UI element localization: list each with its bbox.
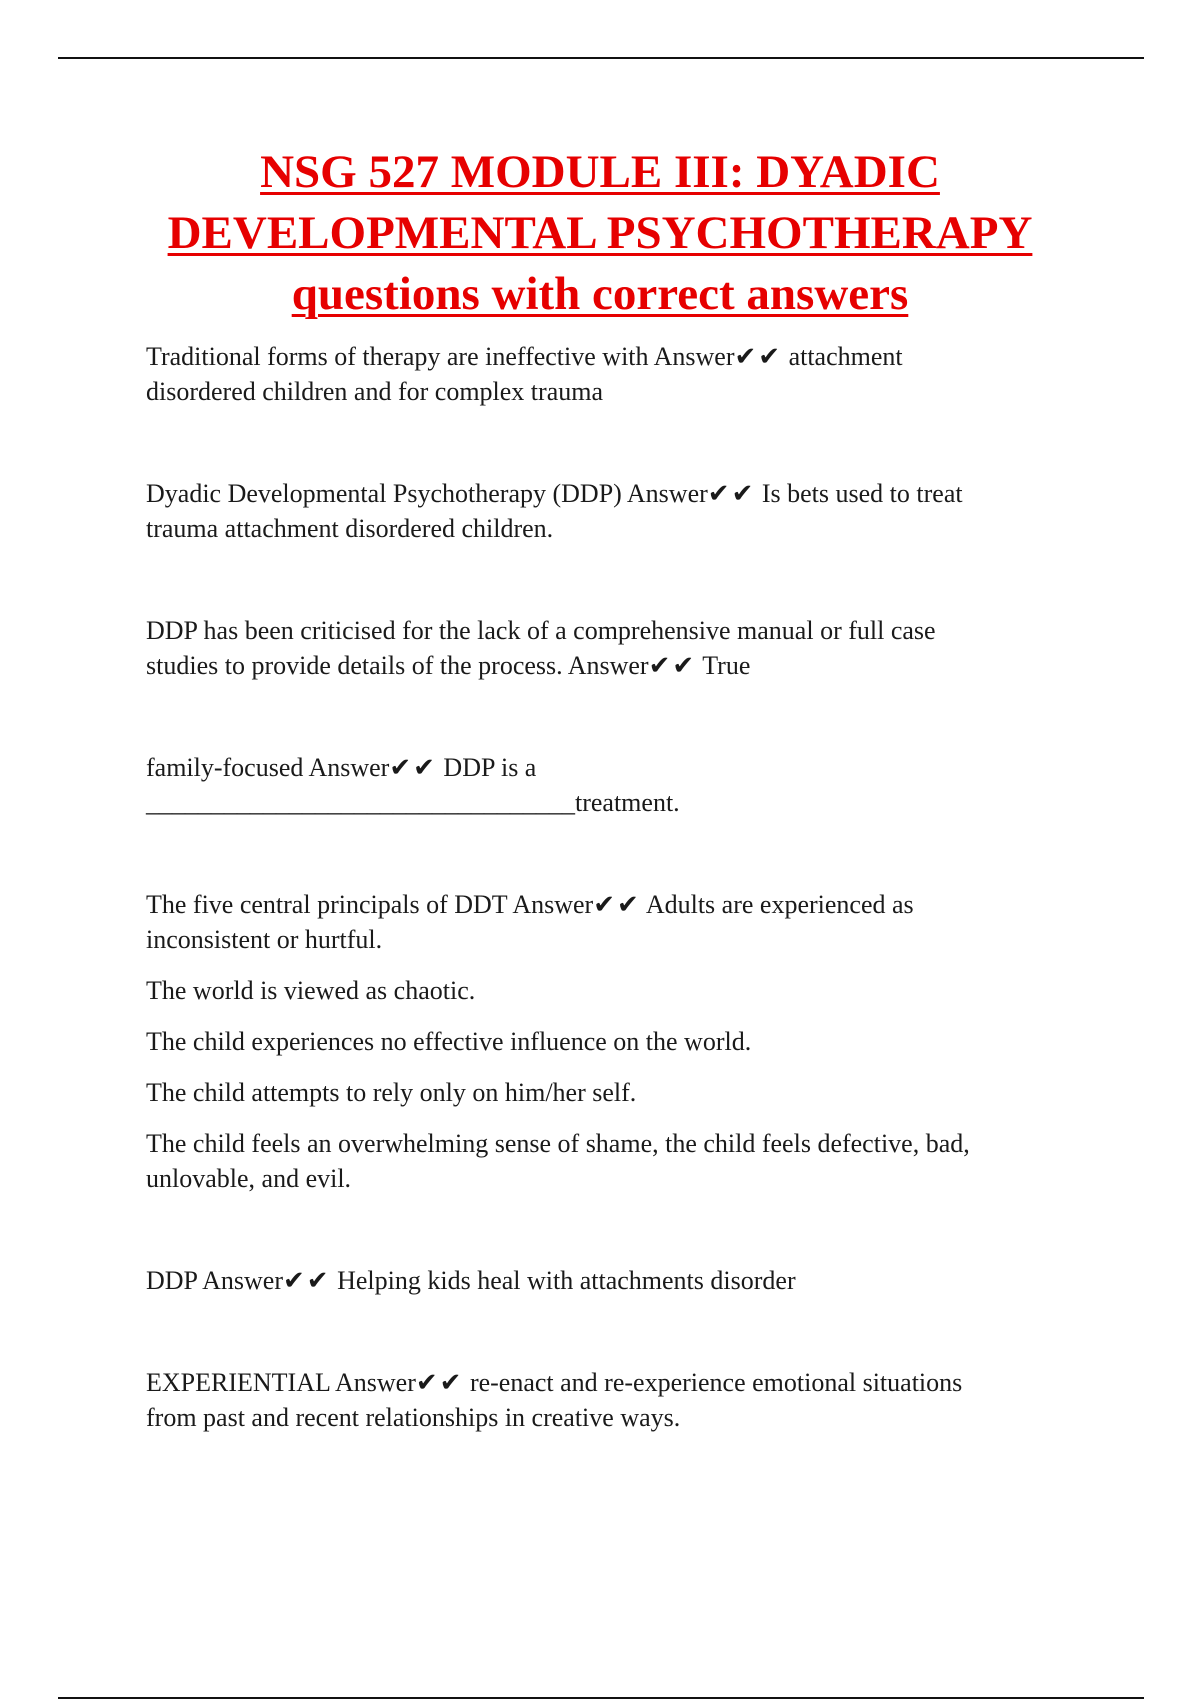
- principle-line: [146, 1126, 1066, 1196]
- principle-text: The child feels an overwhelming sense of shame, the child feels defective, bad,: [146, 1129, 970, 1158]
- checkmark-icon: ✔✔: [707, 479, 756, 508]
- question-text: Traditional forms of therapy are ineffective with: [146, 342, 649, 371]
- checkmark-icon: ✔✔: [389, 753, 437, 782]
- answer-label: Answer: [626, 479, 708, 508]
- answer-text: re-enact and re-experience emotional situations: [463, 1368, 963, 1397]
- answer-label: Answer: [653, 342, 735, 371]
- answer-text-continued: from past and recent relationships in creative ways.: [146, 1403, 681, 1432]
- qa-item-5: [146, 887, 1066, 957]
- answer-text-continued: inconsistent or hurtful.: [146, 925, 383, 954]
- answer-label: Answer: [308, 753, 390, 782]
- fill-in-blank: _________________________________: [146, 788, 575, 817]
- answer-text: DDP is a: [436, 753, 537, 782]
- principle-text-continued: unlovable, and evil.: [146, 1164, 352, 1193]
- answer-text: True: [696, 651, 751, 680]
- principle-line: The world is viewed as chaotic.: [146, 976, 476, 1005]
- question-text: DDP: [146, 1266, 198, 1295]
- answer-label: Answer: [512, 890, 594, 919]
- answer-text: Adults are experienced as: [640, 890, 914, 919]
- checkmark-icon: ✔✔: [593, 890, 641, 919]
- document-title: [100, 142, 1100, 325]
- question-text: The five central principals of DDT: [146, 890, 508, 919]
- qa-item-2: [146, 476, 1066, 546]
- title-line-1: NSG 527 MODULE III: DYADIC: [260, 146, 940, 198]
- answer-text-continued: trauma attachment disordered children.: [146, 514, 554, 543]
- answer-label: Answer: [567, 651, 649, 680]
- principle-line: The child attempts to rely only on him/her self.: [146, 1078, 637, 1107]
- answer-text-continued: disordered children and for complex trauma: [146, 377, 603, 406]
- question-text: Dyadic Developmental Psychotherapy (DDP): [146, 479, 622, 508]
- answer-label: Answer: [334, 1368, 416, 1397]
- question-text: family-focused: [146, 753, 304, 782]
- question-text-continued: studies to provide details of the process.: [146, 651, 563, 680]
- answer-text: Helping kids heal with attachments disorder: [330, 1266, 796, 1295]
- question-text: DDP has been criticised for the lack of a comprehensive manual or full case: [146, 616, 936, 645]
- principle-line: The child experiences no effective influence on the world.: [146, 1027, 752, 1056]
- answer-text-continued: treatment.: [575, 788, 680, 817]
- title-line-2: DEVELOPMENTAL PSYCHOTHERAPY: [167, 207, 1033, 259]
- qa-item-3: [146, 613, 1066, 683]
- qa-list: [146, 339, 1066, 1435]
- qa-item-7: [146, 1365, 1066, 1435]
- answer-label: Answer: [202, 1266, 284, 1295]
- checkmark-icon: ✔✔: [648, 651, 697, 680]
- qa-item-6: [146, 1263, 1066, 1298]
- title-line-3: questions with correct answers: [291, 268, 909, 320]
- checkmark-icon: ✔✔: [734, 342, 783, 371]
- bottom-rule: [58, 1697, 1144, 1699]
- answer-text: attachment: [782, 342, 903, 371]
- checkmark-icon: ✔✔: [283, 1266, 331, 1295]
- qa-item-1: [146, 339, 1066, 409]
- qa-item-4: [146, 750, 1066, 820]
- top-rule: [58, 57, 1144, 59]
- question-text: EXPERIENTIAL: [146, 1368, 330, 1397]
- checkmark-icon: ✔✔: [415, 1368, 464, 1397]
- answer-text: Is bets used to treat: [755, 479, 963, 508]
